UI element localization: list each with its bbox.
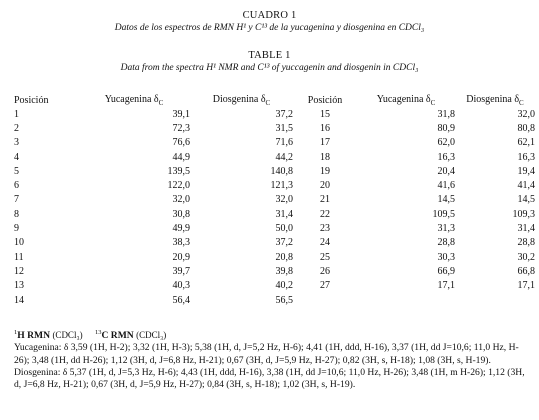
cell-position: 13 [14,280,24,292]
cell-yucagenina: 30,3 [437,251,455,263]
cell-position: 11 [14,251,24,263]
cell-diosgenina: 31,5 [275,122,293,134]
caption-spanish [0,10,539,34]
table-row [14,221,535,235]
table-row [14,193,535,207]
cell-yucagenina: 72,3 [172,122,190,134]
cell-yucagenina: 38,3 [172,237,190,249]
table-row [14,207,535,221]
cell-position: 20 [320,180,330,192]
table-row [14,293,535,307]
cell-diosgenina: 32,0 [517,108,535,120]
cell-position: 3 [14,137,19,149]
cell-yucagenina: 44,9 [172,151,190,163]
cell-position: 14 [14,294,24,306]
caption-subtitle: Data from the spectra H¹ NMR and C¹³ of yuccagenin and diosgenin in CDCl₃ [120,63,419,73]
cell-yucagenina: 139,5 [167,165,190,177]
cell-diosgenina: 19,4 [517,165,535,177]
cell-diosgenina: 20,8 [275,251,293,263]
cell-diosgenina: 140,8 [270,165,293,177]
cell-yucagenina: 49,9 [172,223,190,235]
cell-diosgenina: 28,8 [517,237,535,249]
table-row [14,107,535,121]
cell-diosgenina: 80,8 [517,122,535,134]
table-row [14,164,535,178]
cell-yucagenina: 32,0 [172,194,190,206]
cell-position: 16 [320,122,330,134]
table-row [14,279,535,293]
cell-yucagenina: 39,1 [172,108,190,120]
cell-position: 22 [320,208,330,220]
table-row [14,121,535,135]
cell-diosgenina: 121,3 [270,180,293,192]
cell-position: 2 [14,122,19,134]
cell-position: 24 [320,237,330,249]
cell-yucagenina: 109,5 [432,208,455,220]
cell-diosgenina: 32,0 [275,194,293,206]
caption-english [0,50,539,74]
cell-yucagenina [357,293,455,307]
cell-yucagenina: 62,0 [437,137,455,149]
cell-yucagenina: 76,6 [172,137,190,149]
cell-diosgenina: 41,4 [517,180,535,192]
cell-diosgenina: 50,0 [275,223,293,235]
cell-position: 6 [14,180,19,192]
header-yucagenina: Yucagenina $\delta_C$ [376,93,436,107]
table-row [14,250,535,264]
cell-position: 18 [320,151,330,163]
cell-diosgenina: 37,2 [275,108,293,120]
table-row [14,136,535,150]
cell-position: 19 [320,165,330,177]
nmr-data-table [14,93,535,307]
diosgenina-shifts: Diosgenina: δ 5,37 (1H, d, J=5,3 Hz, H-6); 4,43 (1H, ddd, H-16), 3,38 (1H, dd J=10,6; 11,0 Hz, H-26); 3,48 (1H, m H-26); 1,12 (3H, d, J=6,8 Hz, H-21); 0,67 (3H, d, J=5,9 Hz, H-27); 0,84 (3H, s, H-18); 1,02 (3H, s, H-19). [14,366,525,390]
cell-yucagenina: 28,8 [437,237,455,249]
nmr-notes-heading: $^1$H RMN (CDCl₃) $^{13}$C RMN (CDCl₃) [14,329,167,342]
cell-position: 26 [320,265,330,277]
cell-position: 23 [320,223,330,235]
cell-position: 27 [320,280,330,292]
table-body [14,107,535,307]
header-diosgenina: Diosgenina $\delta_C$ [212,93,271,107]
cell-yucagenina: 122,0 [167,180,190,192]
header-position: Posición [307,94,343,106]
cell-position: 1 [14,108,19,120]
cell-position: 10 [14,237,24,249]
nmr-notes [14,327,527,391]
table-row [14,178,535,192]
cell-diosgenina: 37,2 [275,237,293,249]
cell-diosgenina: 40,2 [275,280,293,292]
cell-position: 8 [14,208,19,220]
cell-diosgenina: 66,8 [517,265,535,277]
cell-yucagenina: 80,9 [437,122,455,134]
caption-title: CUADRO 1 [242,10,297,21]
cell-position [293,293,357,307]
cell-yucagenina: 39,7 [172,265,190,277]
caption-subtitle: Datos de los espectros de RMN H¹ y C¹³ de la yucagenina y diosgenina en CDCl₃ [114,23,425,33]
cell-diosgenina: 39,8 [275,265,293,277]
header-yucagenina: Yucagenina $\delta_C$ [104,93,164,107]
table-row [14,150,535,164]
cell-diosgenina: 31,4 [517,223,535,235]
cell-position: 7 [14,194,19,206]
cell-diosgenina: 62,1 [517,137,535,149]
cell-yucagenina: 20,4 [437,165,455,177]
cell-yucagenina: 20,9 [172,251,190,263]
cell-diosgenina: 16,3 [517,151,535,163]
cell-yucagenina: 56,4 [172,294,190,306]
cell-position: 12 [14,265,24,277]
caption-title: TABLE 1 [248,50,291,61]
cell-diosgenina [455,293,535,307]
cell-yucagenina: 31,8 [437,108,455,120]
cell-diosgenina: 17,1 [517,280,535,292]
cell-position: 21 [320,194,330,206]
cell-yucagenina: 41,6 [437,180,455,192]
header-diosgenina: Diosgenina $\delta_C$ [466,93,524,107]
cell-diosgenina: 56,5 [275,294,293,306]
cell-position: 17 [320,137,330,149]
cell-diosgenina: 14,5 [517,194,535,206]
cell-position: 9 [14,223,19,235]
cell-diosgenina: 71,6 [275,137,293,149]
cell-diosgenina: 109,3 [512,208,535,220]
cell-yucagenina: 30,8 [172,208,190,220]
header-position: Posición [14,94,49,106]
cell-diosgenina: 30,2 [517,251,535,263]
cell-yucagenina: 16,3 [437,151,455,163]
cell-yucagenina: 31,3 [437,223,455,235]
cell-yucagenina: 14,5 [437,194,455,206]
cell-position: 15 [320,108,330,120]
table-header-row [14,93,535,107]
cell-position: 5 [14,165,19,177]
cell-diosgenina: 31,4 [275,208,293,220]
cell-yucagenina: 66,9 [437,265,455,277]
cell-position: 25 [320,251,330,263]
cell-yucagenina: 17,1 [437,280,455,292]
cell-diosgenina: 44,2 [275,151,293,163]
cell-yucagenina: 40,3 [172,280,190,292]
table-row [14,236,535,250]
yucagenina-shifts: Yucagenina: δ 3,59 (1H, H-2); 3,32 (1H, H-3); 5,38 (1H, d, J=5,2 Hz, H-6); 4,41 (1H, ddd, H-16), 3,37 (1H, dd J=10,6; 11,0 Hz, H-26); 3,48 (1H, dd H-26); 1,12 (3H, d, J=6,8 Hz, H-21); 0,67 (3H, d, J=5,9 Hz, H-27); 0,82 (3H, s, H-18); 1,08 (3H, s, H-19). [14,342,519,366]
cell-position: 4 [14,151,19,163]
table-row [14,264,535,278]
